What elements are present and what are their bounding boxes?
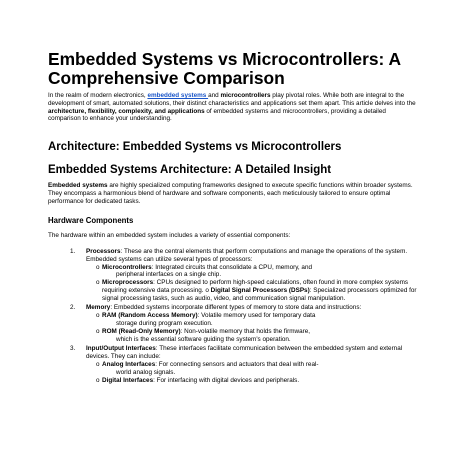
item-text: : Embedded systems incorporate different types of memory to store data and instructions: [110, 304, 362, 312]
sub-text: : Volatile memory used for temporary data [197, 312, 316, 320]
list-item-processors [48, 248, 418, 303]
embedded-systems-paragraph [48, 182, 418, 206]
sub-bullet: o [96, 279, 100, 287]
sub-text: : CPUs designed to perform high-speed calculations, often found in more complex systems requiring extensive data processing. o [102, 279, 409, 294]
sub-text-wrap: world analog signals. [116, 368, 176, 376]
sub-item-analog [86, 361, 418, 377]
es-bold: Embedded systems [48, 182, 108, 190]
sub-bold: Microprocessors [102, 279, 154, 287]
sub-item-microcontrollers [86, 264, 418, 280]
sub-item-microprocessors [86, 279, 418, 302]
list-number: 1. [70, 247, 76, 255]
item-text: : These are the central elements that perform computations and manage the operations of the system. Embedded systems can utilize several types of processors: [86, 247, 408, 263]
sub-item-digital [86, 377, 418, 385]
sub-bullet: o [96, 376, 100, 384]
sub-bullet: o [96, 327, 100, 335]
article-title: Embedded Systems vs Microcontrollers: A Comprehensive Comparison [48, 49, 401, 88]
sub-bullet: o [96, 312, 100, 320]
sub-bold: Microcontrollers [102, 263, 152, 271]
sub-text-wrap: peripheral interfaces on a single chip. [116, 271, 222, 279]
sub-text-dsp: : Specialized processors optimized for signal processing tasks, such as audio, video, and communication signal manipulation. [102, 286, 417, 302]
sub-bold: ROM (Read-Only Memory) [102, 327, 181, 335]
hardware-intro: The hardware within an embedded system includes a variety of essential components: [48, 231, 291, 239]
document-page [48, 50, 418, 386]
sub-bold-dsp: Digital Signal Processors (DSPs) [210, 286, 310, 294]
section-heading-architecture: Architecture: Embedded Systems vs Microcontrollers [48, 141, 342, 154]
list-item-memory [48, 304, 418, 343]
sub-text-wrap: storage during program execution. [116, 320, 213, 328]
intro-paragraph [48, 92, 418, 123]
sub-item-rom [86, 328, 418, 344]
sub-text: : For connecting sensors and actuators that deal with real- [155, 361, 319, 369]
subheading-hardware: Hardware Components [48, 215, 134, 225]
list-item-io [48, 345, 418, 384]
list-number: 3. [70, 345, 76, 353]
item-text: : These interfaces facilitate communication between the embedded system and external devices. They can include: [86, 345, 403, 361]
intro-bold-microcontrollers: microcontrollers [220, 92, 271, 99]
item-bold: Input/Output Interfaces [86, 345, 156, 353]
list-number: 2. [70, 304, 76, 312]
sub-bold: Analog Interfaces [102, 361, 156, 369]
item-bold: Processors [86, 247, 121, 255]
embedded-systems-link[interactable]: embedded systems [147, 92, 209, 99]
intro-text-2: and [208, 92, 221, 99]
intro-text-4: of embedded systems and microcontrollers, providing a detailed comparison to enhance your understanding. [48, 107, 386, 123]
sub-bullet: o [96, 263, 100, 271]
sub-bold: Digital Interfaces [102, 376, 154, 384]
sub-bullet: o [96, 361, 100, 369]
sub-item-ram [86, 312, 418, 328]
section-heading-insight: Embedded Systems Architecture: A Detailed Insight [48, 164, 332, 177]
sub-text-wrap: which is the essential software guiding the system's operation. [116, 335, 291, 343]
sub-text: : Non-volatile memory that holds the firmware, [180, 327, 310, 335]
es-text: are highly specialized computing frameworks designed to execute specific functions within broader systems. They encompass a harmonious blend of hardware and software components, each meticulously tailored to ensure optimal performance for dedicated tasks. [48, 182, 413, 205]
intro-bold-topics: architecture, flexibility, complexity, and applications [48, 107, 205, 115]
hardware-list [48, 248, 418, 385]
sub-text: : For interfacing with digital devices and peripherals. [153, 376, 300, 384]
sub-bold: RAM (Random Access Memory) [102, 312, 198, 320]
item-bold: Memory [86, 304, 111, 312]
intro-text-3: play pivotal roles. While both are integral to the development of smart, automated solutions, their distinct characteristics and applications set them apart. This article delves into the [48, 92, 416, 107]
sub-text: : Integrated circuits that consolidate a CPU, memory, and [151, 263, 313, 271]
intro-text-1: In the realm of modern electronics, [48, 92, 148, 99]
